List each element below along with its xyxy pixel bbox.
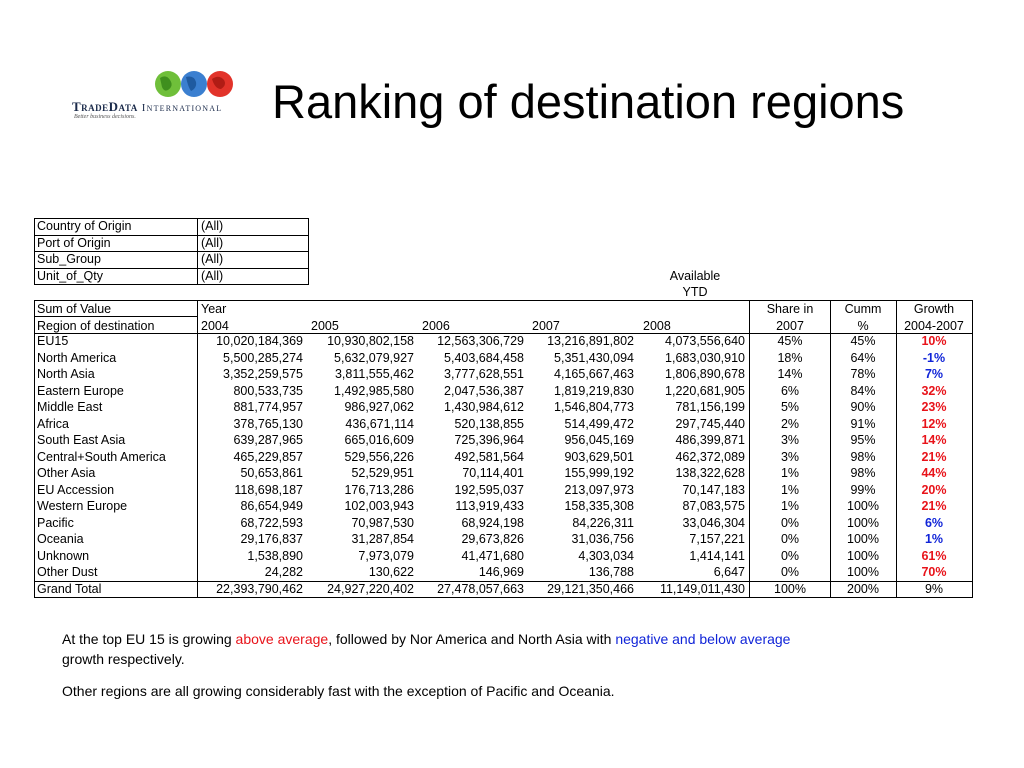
available-label: Available — [669, 269, 721, 283]
filter-value: (All) — [201, 235, 224, 250]
value-cell: 1,220,681,905 — [665, 383, 745, 398]
value-cell: 22,393,790,462 — [216, 581, 303, 596]
cumm-cell: 78% — [850, 367, 876, 381]
region-name: North Asia — [37, 367, 95, 381]
cumm-cell: 100% — [847, 532, 879, 546]
value-cell: 68,924,198 — [461, 515, 524, 530]
value-cell: 13,216,891,802 — [547, 334, 634, 348]
growth-cell: -1% — [922, 350, 946, 365]
value-cell: 70,987,530 — [351, 515, 414, 530]
growth-cell: 70% — [921, 565, 947, 579]
page-title: Ranking of destination regions — [272, 75, 905, 128]
value-cell: 5,403,684,458 — [444, 350, 524, 365]
value-cell: 4,073,556,640 — [665, 334, 745, 348]
value-cell: 462,372,089 — [675, 449, 745, 464]
value-cell: 31,287,854 — [351, 532, 414, 546]
growth-cell: 21% — [921, 449, 947, 464]
value-cell: 24,927,220,402 — [327, 581, 414, 596]
value-cell: 138,322,628 — [675, 466, 745, 480]
value-cell: 956,045,169 — [564, 433, 634, 447]
grand-total-label: Grand Total — [37, 581, 102, 596]
header-year: Year — [201, 302, 227, 316]
cumm-cell: 45% — [850, 334, 876, 348]
growth-cell: 21% — [921, 499, 947, 513]
value-cell: 1,819,219,830 — [554, 383, 634, 398]
share-cell: 1% — [780, 482, 800, 497]
highlight-negative-below-average: negative and below average — [615, 631, 791, 647]
share-cell: 14% — [777, 367, 803, 381]
region-name: Pacific — [37, 515, 74, 530]
share-cell: 1% — [780, 499, 800, 513]
value-cell: 52,529,951 — [351, 466, 414, 480]
value-cell: 486,399,871 — [675, 433, 745, 447]
value-cell: 4,165,667,463 — [554, 367, 634, 381]
header-year-2006: 2006 — [422, 319, 450, 333]
header-line — [34, 316, 197, 317]
cumm-cell: 91% — [850, 416, 876, 431]
value-cell: 87,083,575 — [682, 499, 745, 513]
highlight-above-average: above average — [235, 631, 329, 647]
value-cell: 176,713,286 — [344, 482, 414, 497]
cumm-cell: 90% — [850, 400, 876, 414]
share-cell: 0% — [780, 515, 800, 530]
value-cell: 725,396,964 — [454, 433, 524, 447]
value-cell: 903,629,501 — [564, 449, 634, 464]
value-cell: 514,499,472 — [564, 416, 634, 431]
growth-cell: 1% — [924, 532, 944, 546]
value-cell: 986,927,062 — [344, 400, 414, 414]
value-cell: 102,003,943 — [344, 499, 414, 513]
cumm-cell: 98% — [850, 449, 876, 464]
logo-tagline: Better business decisions. — [74, 114, 136, 120]
value-cell: 529,556,226 — [344, 449, 414, 464]
filter-value: (All) — [201, 219, 224, 233]
growth-cell: 32% — [921, 383, 947, 398]
share-cell: 18% — [777, 350, 803, 365]
value-cell: 136,788 — [588, 565, 634, 579]
value-cell: 118,698,187 — [234, 482, 303, 497]
value-cell: 1,546,804,773 — [554, 400, 634, 414]
value-cell: 113,919,433 — [455, 499, 524, 513]
ytd-label: YTD — [682, 285, 708, 299]
value-cell: 10,020,184,369 — [216, 334, 303, 348]
filter-value: (All) — [201, 268, 224, 283]
value-cell: 33,046,304 — [682, 515, 745, 530]
filter-label: Country of Origin — [37, 219, 132, 233]
value-cell: 3,777,628,551 — [444, 367, 524, 381]
region-name: Oceania — [37, 532, 84, 546]
header-share-1: Share in — [766, 302, 814, 316]
value-cell: 41,471,680 — [461, 548, 524, 563]
value-cell: 146,969 — [478, 565, 524, 579]
region-name: Africa — [37, 416, 69, 431]
share-cell: 3% — [780, 433, 800, 447]
value-cell: 1,538,890 — [247, 548, 303, 563]
growth-cell: 44% — [921, 466, 947, 480]
header-year-2007: 2007 — [532, 319, 560, 333]
cumm-cell: 100% — [847, 565, 879, 579]
cumm-cell: 84% — [850, 383, 876, 398]
value-cell: 70,114,401 — [462, 466, 524, 480]
region-name: Eastern Europe — [37, 383, 124, 398]
growth-cell: 12% — [921, 416, 947, 431]
value-cell: 436,671,114 — [345, 416, 414, 431]
logo-wordmark: TradeData International — [72, 99, 223, 114]
share-cell: 6% — [780, 383, 800, 398]
value-cell: 7,157,221 — [689, 532, 745, 546]
filter-label: Unit_of_Qty — [37, 268, 104, 283]
note-paragraph-1: At the top EU 15 is growing above average, followed by Nor America and North Asia with negative and below average growth respectively. — [62, 631, 791, 667]
value-cell: 130,622 — [368, 565, 414, 579]
value-cell: 5,632,079,927 — [334, 350, 414, 365]
globes-icon — [152, 68, 248, 100]
region-name: Unknown — [37, 548, 90, 563]
value-cell: 378,765,130 — [233, 416, 303, 431]
cumm-cell: 100% — [847, 515, 879, 530]
value-cell: 5,351,430,094 — [554, 350, 634, 365]
value-cell: 465,229,857 — [233, 449, 303, 464]
share-cell: 0% — [780, 565, 800, 579]
header-share-2: 2007 — [776, 319, 804, 333]
value-cell: 213,097,973 — [564, 482, 634, 497]
value-cell: 4,303,034 — [578, 548, 634, 563]
value-cell: 29,673,826 — [461, 532, 524, 546]
cumm-cell: 200% — [847, 581, 879, 596]
value-cell: 665,016,609 — [344, 433, 414, 447]
growth-cell: 9% — [924, 581, 944, 596]
growth-cell: 7% — [924, 367, 944, 381]
value-cell: 881,774,957 — [233, 400, 303, 414]
filter-value: (All) — [201, 252, 224, 266]
header-growth-2: 2004-2007 — [904, 319, 964, 333]
value-cell: 1,430,984,612 — [444, 400, 524, 414]
region-name: Western Europe — [37, 499, 128, 513]
header-year-2008: 2008 — [643, 319, 671, 333]
header-cumm-2: % — [857, 319, 869, 333]
value-cell: 1,806,890,678 — [665, 367, 745, 381]
region-name: Other Dust — [37, 565, 98, 579]
value-cell: 5,500,285,274 — [223, 350, 303, 365]
share-cell: 0% — [780, 548, 800, 563]
value-cell: 7,973,079 — [358, 548, 414, 563]
value-cell: 29,176,837 — [240, 532, 303, 546]
value-cell: 27,478,057,663 — [437, 581, 524, 596]
region-name: Central+South America — [37, 449, 166, 464]
value-cell: 3,352,259,575 — [223, 367, 303, 381]
header-sum-of-value: Sum of Value — [37, 302, 112, 316]
value-cell: 1,414,141 — [689, 548, 745, 563]
header-cumm-1: Cumm — [844, 302, 882, 316]
header-region: Region of destination — [37, 319, 155, 333]
value-cell: 12,563,306,729 — [437, 334, 524, 348]
share-cell: 1% — [780, 466, 800, 480]
share-cell: 100% — [774, 581, 806, 596]
region-name: South East Asia — [37, 433, 126, 447]
value-cell: 84,226,311 — [572, 515, 634, 530]
value-cell: 31,036,756 — [571, 532, 634, 546]
growth-cell: 20% — [921, 482, 947, 497]
value-cell: 520,138,855 — [454, 416, 524, 431]
growth-cell: 14% — [921, 433, 947, 447]
value-cell: 297,745,440 — [675, 416, 745, 431]
cumm-cell: 99% — [850, 482, 876, 497]
growth-cell: 6% — [924, 515, 944, 530]
filter-label: Port of Origin — [37, 235, 111, 250]
note-paragraph-2: Other regions are all growing considerably fast with the exception of Pacific and Oceania. — [62, 683, 615, 699]
value-cell: 68,722,593 — [240, 515, 303, 530]
growth-cell: 10% — [921, 334, 947, 348]
cumm-cell: 64% — [850, 350, 876, 365]
value-cell: 155,999,192 — [564, 466, 634, 480]
value-cell: 158,335,308 — [564, 499, 634, 513]
value-cell: 50,653,861 — [240, 466, 303, 480]
value-cell: 24,282 — [264, 565, 303, 579]
value-cell: 11,149,011,430 — [659, 581, 745, 596]
header-year-2005: 2005 — [311, 319, 339, 333]
share-cell: 2% — [780, 416, 800, 431]
value-cell: 29,121,350,466 — [547, 581, 634, 596]
value-cell: 2,047,536,387 — [444, 383, 524, 398]
value-cell: 800,533,735 — [233, 383, 303, 398]
cumm-cell: 95% — [850, 433, 876, 447]
value-cell: 70,147,183 — [682, 482, 745, 497]
region-name: Middle East — [37, 400, 103, 414]
value-cell: 1,683,030,910 — [665, 350, 745, 365]
growth-cell: 23% — [921, 400, 947, 414]
share-cell: 5% — [780, 400, 800, 414]
cumm-cell: 100% — [847, 499, 879, 513]
region-name: Other Asia — [37, 466, 96, 480]
share-cell: 45% — [777, 334, 803, 348]
share-cell: 0% — [780, 532, 800, 546]
value-cell: 86,654,949 — [240, 499, 303, 513]
value-cell: 492,581,564 — [454, 449, 524, 464]
value-cell: 781,156,199 — [675, 400, 745, 414]
header-growth-1: Growth — [913, 302, 955, 316]
company-logo — [72, 68, 252, 124]
share-cell: 3% — [780, 449, 800, 464]
cumm-cell: 100% — [847, 548, 879, 563]
value-cell: 6,647 — [713, 565, 745, 579]
growth-cell: 61% — [921, 548, 947, 563]
value-cell: 10,930,802,158 — [327, 334, 414, 348]
value-cell: 639,287,965 — [233, 433, 303, 447]
header-year-2004: 2004 — [201, 319, 229, 333]
region-name: North America — [37, 350, 117, 365]
cumm-cell: 98% — [850, 466, 876, 480]
value-cell: 3,811,555,462 — [334, 367, 414, 381]
filter-label: Sub_Group — [37, 252, 101, 266]
value-cell: 1,492,985,580 — [334, 383, 414, 398]
region-name: EU15 — [37, 334, 69, 348]
region-name: EU Accession — [37, 482, 115, 497]
value-cell: 192,595,037 — [454, 482, 524, 497]
